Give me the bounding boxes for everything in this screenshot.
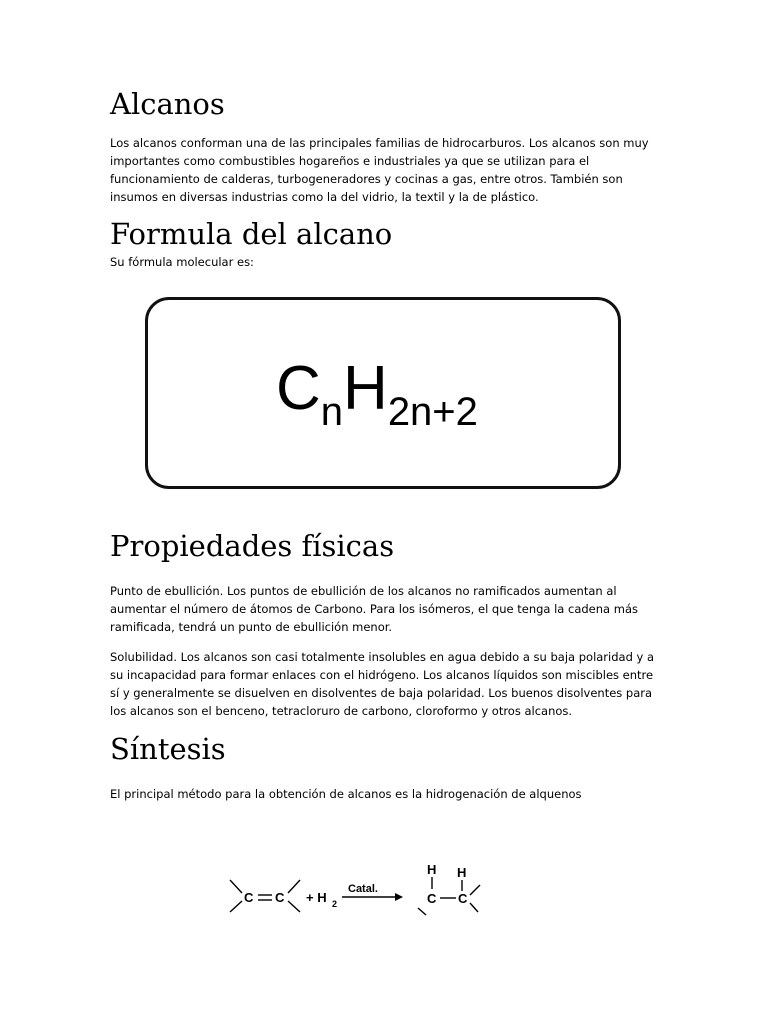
left-bond-top-left xyxy=(230,880,242,893)
reaction-plus-hydrogen: + H xyxy=(306,890,327,905)
paragraph-punto-ebullicion: Punto de ebullición. Los puntos de ebullición de los alcanos no ramificados aumentan al aumentar el número de átomos de Carbono. Para los isómeros, el que tenga la cadena más ramificada, tendrá un punto de ebullición menor. xyxy=(110,584,638,634)
right-bond-top-right xyxy=(470,885,480,895)
paragraph-alcanos: Los alcanos conforman una de las principales familias de hidrocarburos. Los alcanos son muy importantes como combustibles hogareños e industriales ya que se utilizan para el funcionamiento de calderas, turbogeneradores y cocinas a gas, entre otros. También son insumos en diversas industrias como la del vidrio, la textil y la de plástico. xyxy=(110,136,649,204)
left-bond-bottom-left xyxy=(230,901,242,912)
right-bond-bottom-left xyxy=(418,908,426,915)
paragraph-sintesis: El principal método para la obtención de alcanos es la hidrogenación de alquenos xyxy=(110,787,582,801)
reaction-hydrogen-top-1: H xyxy=(427,862,437,877)
reaction-carbon-right-2: C xyxy=(458,891,468,906)
reaction-carbon-left-2: C xyxy=(275,890,285,905)
formula-intro: Su fórmula molecular es: xyxy=(110,255,254,269)
left-bond-bottom-right xyxy=(288,901,300,912)
reaction-hydrogen-top-2: H xyxy=(457,865,467,880)
heading-propiedades: Propiedades físicas xyxy=(110,529,395,563)
heading-sintesis: Síntesis xyxy=(110,732,226,766)
formula-subscript-2n2: 2n+2 xyxy=(387,390,478,434)
reaction-carbon-right-1: C xyxy=(427,891,437,906)
left-bond-top-right xyxy=(288,880,300,893)
reaction-arrow-head xyxy=(395,893,403,901)
formula-carbon: C xyxy=(276,354,321,423)
reaction-hydrogen-subscript: 2 xyxy=(332,899,338,909)
paragraph-solubilidad: Solubilidad. Los alcanos son casi totalmente insolubles en agua debido a su baja polaridad y a su incapacidad para formar enlaces con el hidrógeno. Los alcanos líquidos son miscibles entre sí y generalmente se disuelven en disolventes de baja polaridad. Los buenos disolventes para los alcanos son el benceno, tetracloruro de carbono, cloroformo y otros alcanos. xyxy=(110,650,655,718)
formula-subscript-n: n xyxy=(320,390,344,434)
formula-box xyxy=(145,297,621,489)
hydrogenation-reaction-diagram xyxy=(220,855,500,925)
right-bond-bottom-right xyxy=(470,903,478,912)
molecular-formula xyxy=(276,354,478,434)
formula-hydrogen: H xyxy=(343,354,388,423)
heading-alcanos: Alcanos xyxy=(110,87,225,121)
heading-formula: Formula del alcano xyxy=(110,217,393,251)
reaction-catalyst-label: Catal. xyxy=(348,883,378,895)
reaction-carbon-left-1: C xyxy=(244,890,254,905)
